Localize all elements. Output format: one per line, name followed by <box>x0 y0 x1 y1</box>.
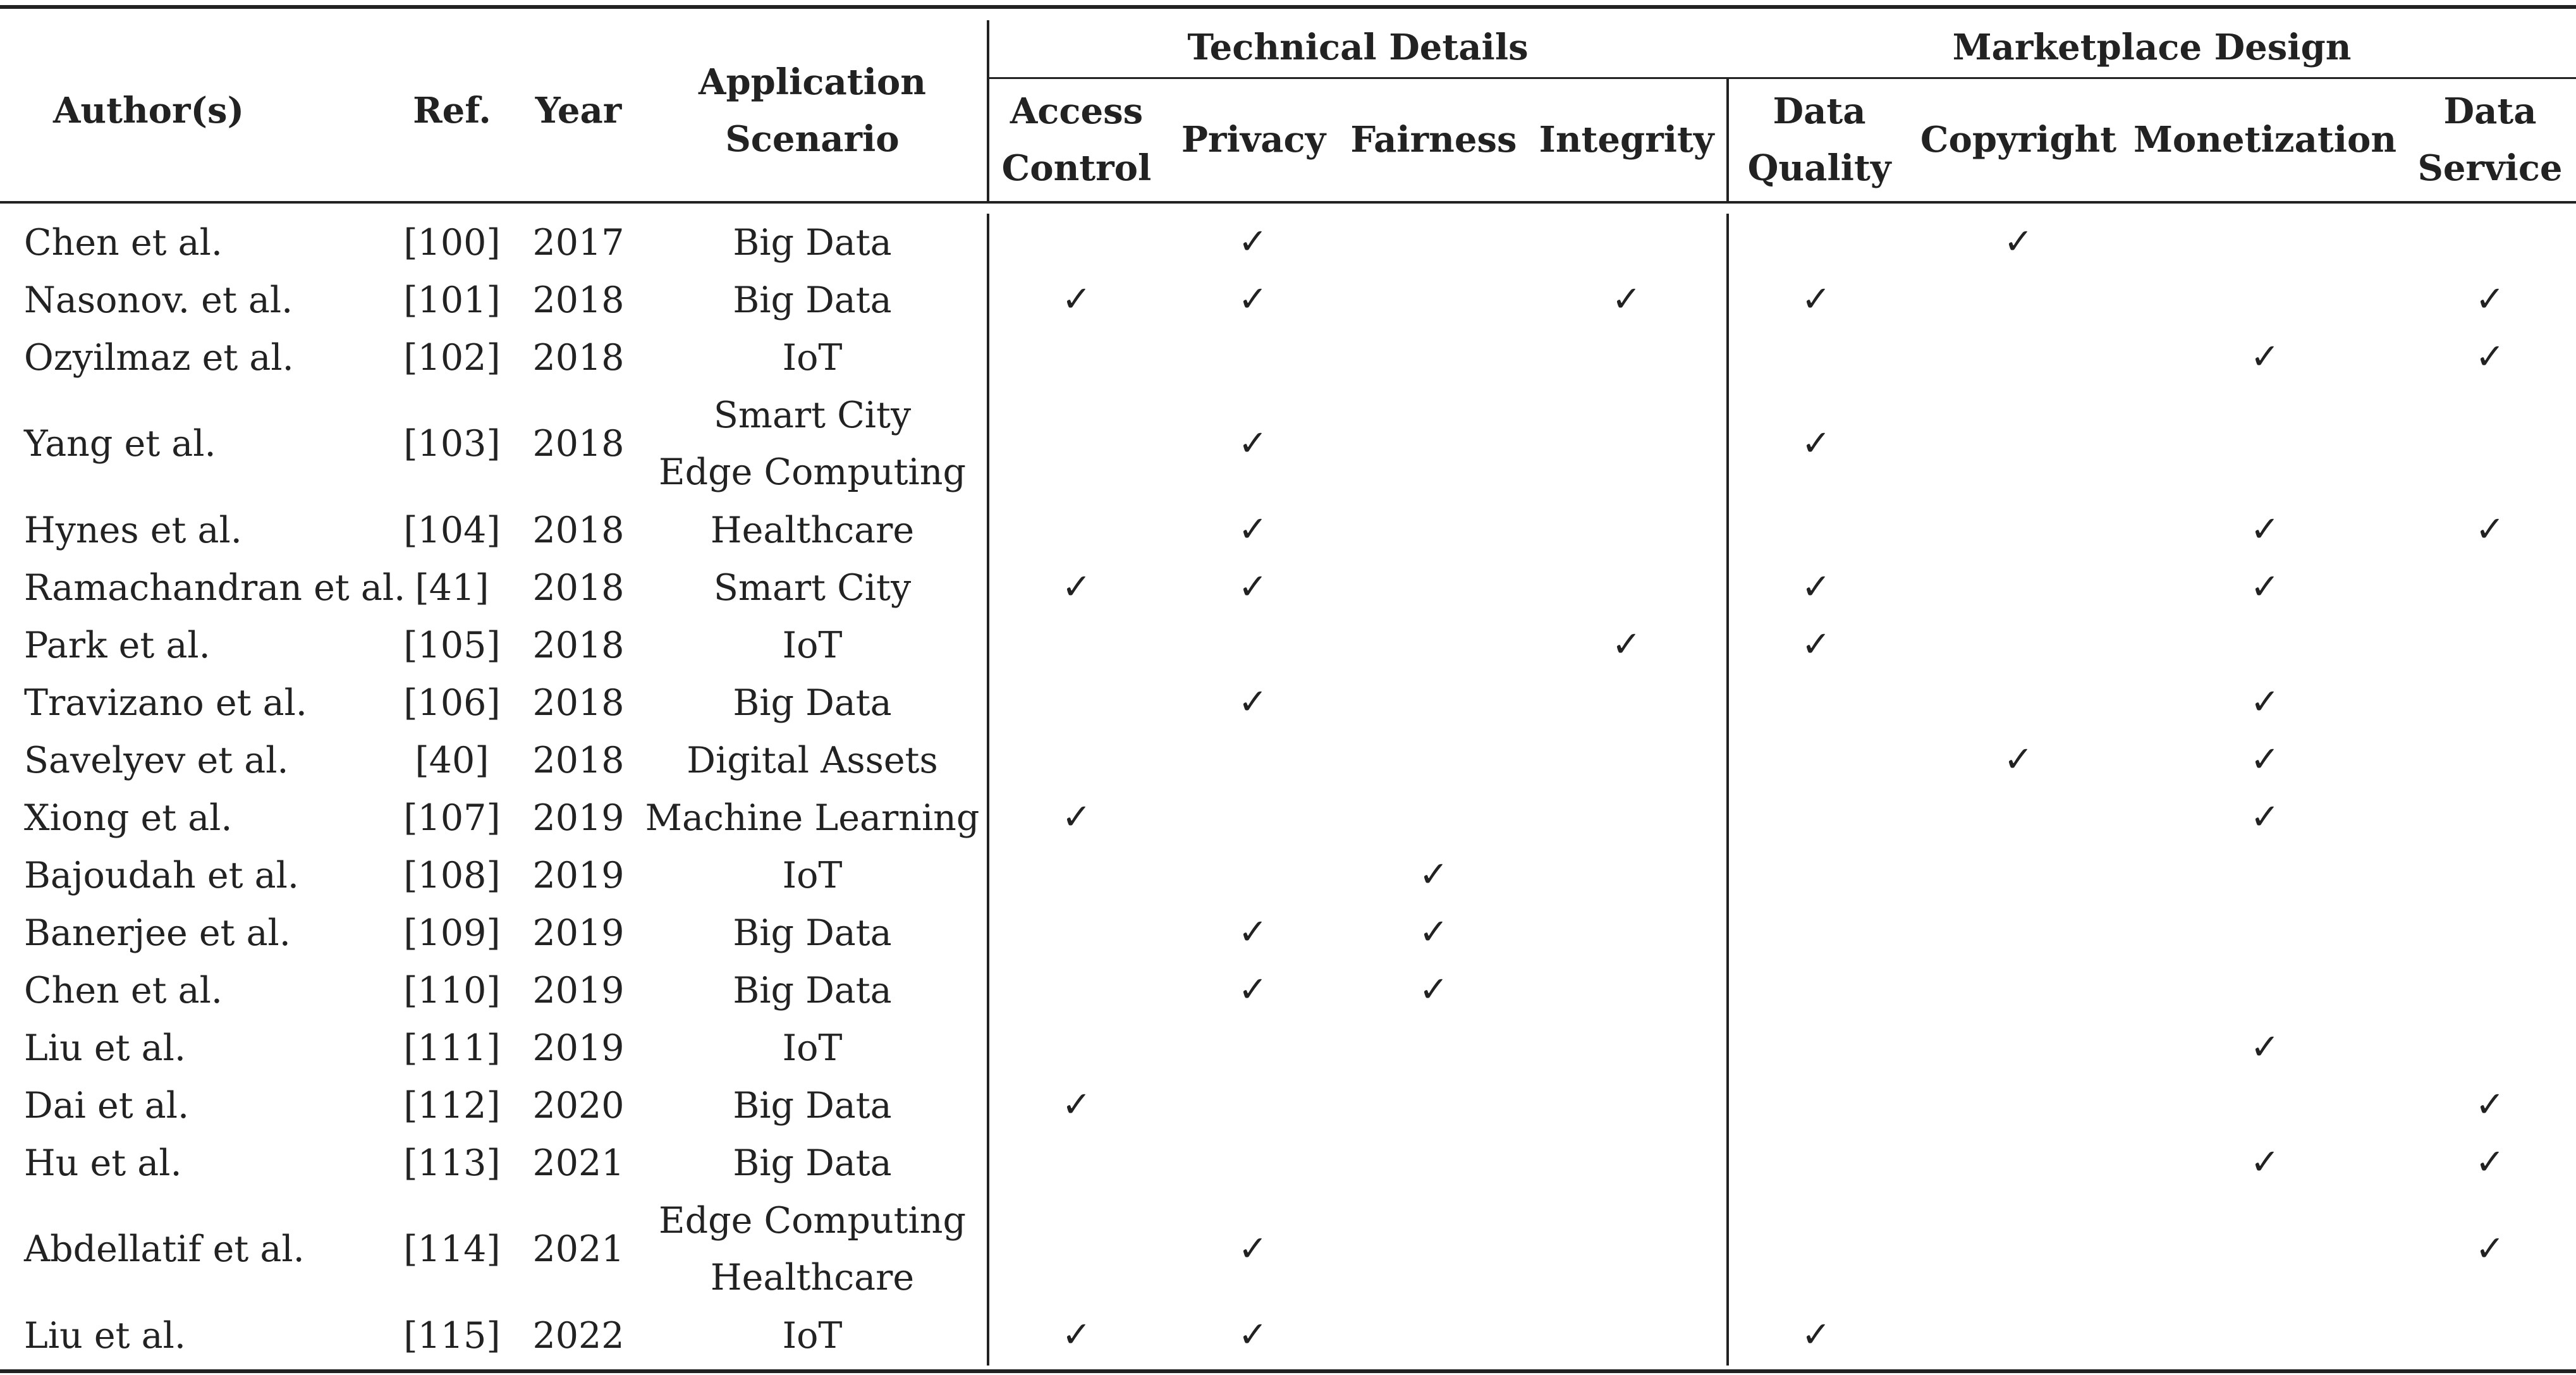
checkmark-icon: ✓ <box>1419 912 1449 953</box>
year-cell: 2021 <box>532 1142 625 1184</box>
ref-cell: [103] <box>403 423 501 465</box>
scenario-line: IoT <box>782 854 843 896</box>
header-integrity <box>1525 78 1728 201</box>
ref-cell: [102] <box>403 336 501 379</box>
header-data-quality-line-1: Data <box>1773 90 1866 132</box>
ref-cell: [105] <box>403 624 501 666</box>
ref-cell: [114] <box>403 1228 501 1270</box>
checkmark-icon: ✓ <box>1611 279 1642 320</box>
scenario-line: Smart City <box>713 566 912 609</box>
year-cell: 2018 <box>532 336 625 379</box>
scenario-line: Big Data <box>733 1084 892 1127</box>
checkmark-icon: ✓ <box>2475 279 2505 320</box>
scenario-line: Smart City <box>713 394 912 436</box>
author-cell: Chen et al. <box>24 221 223 264</box>
scenario-cell <box>657 962 967 1019</box>
header-privacy <box>1165 78 1342 201</box>
checkmark-icon: ✓ <box>1238 1314 1268 1355</box>
year-cell: 2017 <box>532 221 625 264</box>
ref-cell: [107] <box>403 797 501 839</box>
checkmark-icon: ✓ <box>2475 1084 2505 1125</box>
column-divider-marketplace-body <box>1726 214 1729 1366</box>
scenario-line: IoT <box>782 1314 843 1357</box>
scenario-line: IoT <box>782 1027 843 1069</box>
author-cell: Ramachandran et al. <box>24 566 406 609</box>
author-cell: Abdellatif et al. <box>24 1228 305 1270</box>
header-monetization-label: Monetization <box>2133 119 2397 161</box>
checkmark-icon: ✓ <box>2250 566 2280 608</box>
year-cell: 2018 <box>532 509 625 551</box>
scenario-cell <box>657 386 967 501</box>
header-data-service-line-1: Data <box>2443 90 2537 132</box>
ref-cell: [115] <box>403 1314 501 1357</box>
checkmark-icon: ✓ <box>2003 221 2034 262</box>
checkmark-icon: ✓ <box>1801 624 1831 665</box>
header-copyright-label: Copyright <box>1920 119 2117 161</box>
checkmark-icon: ✓ <box>1801 566 1831 608</box>
year-cell: 2019 <box>532 854 625 896</box>
header-ref <box>411 20 493 201</box>
author-cell: Travizano et al. <box>24 681 307 724</box>
scenario-line: Big Data <box>733 279 892 321</box>
checkmark-icon: ✓ <box>2250 739 2280 780</box>
ref-cell: [104] <box>403 509 501 551</box>
author-cell: Hynes et al. <box>24 509 242 551</box>
header-monetization <box>2126 78 2404 201</box>
checkmark-icon: ✓ <box>1238 681 1268 723</box>
scenario-line: Edge Computing <box>659 451 966 493</box>
checkmark-icon: ✓ <box>1238 422 1268 464</box>
checkmark-icon: ✓ <box>1419 969 1449 1010</box>
header-ref-label: Ref. <box>413 90 491 131</box>
header-data-service <box>2404 78 2576 201</box>
checkmark-icon: ✓ <box>1419 854 1449 895</box>
checkmark-icon: ✓ <box>2250 797 2280 838</box>
author-cell: Xiong et al. <box>24 797 233 839</box>
ref-cell: [108] <box>403 854 501 896</box>
header-fairness <box>1342 78 1525 201</box>
checkmark-icon: ✓ <box>1061 279 1092 320</box>
scenario-cell <box>645 789 980 846</box>
scenario-line: Big Data <box>733 681 892 724</box>
year-cell: 2018 <box>532 624 625 666</box>
checkmark-icon: ✓ <box>1238 221 1268 262</box>
year-cell: 2019 <box>532 969 625 1011</box>
scenario-line: Healthcare <box>710 509 915 551</box>
scenario-cell <box>657 904 967 962</box>
group-header-technical: Technical Details <box>1187 27 1529 68</box>
scenario-line: Big Data <box>733 912 892 954</box>
author-cell: Nasonov. et al. <box>24 279 293 321</box>
checkmark-icon: ✓ <box>1238 566 1268 608</box>
scenario-line: Big Data <box>733 969 892 1011</box>
header-access-control-line-1: Access <box>1010 90 1144 132</box>
scenario-cell <box>657 501 967 559</box>
ref-cell: [111] <box>403 1027 501 1069</box>
scenario-cell <box>657 1019 967 1077</box>
year-cell: 2018 <box>532 739 625 781</box>
checkmark-icon: ✓ <box>1061 1084 1092 1125</box>
checkmark-icon: ✓ <box>1061 797 1092 838</box>
author-cell: Bajoudah et al. <box>24 854 299 896</box>
checkmark-icon: ✓ <box>1238 279 1268 320</box>
year-cell: 2019 <box>532 912 625 954</box>
header-year-label: Year <box>535 90 622 131</box>
ref-cell: [113] <box>403 1142 501 1184</box>
scenario-cell <box>657 616 967 674</box>
author-cell: Dai et al. <box>24 1084 190 1127</box>
top-rule <box>0 5 2576 9</box>
ref-cell: [109] <box>403 912 501 954</box>
header-access-control <box>988 78 1165 201</box>
checkmark-icon: ✓ <box>2475 1228 2505 1269</box>
scenario-line: IoT <box>782 624 843 666</box>
scenario-line: IoT <box>782 336 843 379</box>
checkmark-icon: ✓ <box>2250 681 2280 723</box>
header-fairness-label: Fairness <box>1350 119 1517 161</box>
header-access-control-line-2: Control <box>1001 147 1152 189</box>
checkmark-icon: ✓ <box>1238 1228 1268 1269</box>
header-scenario <box>657 20 967 201</box>
scenario-line: Machine Learning <box>645 797 980 839</box>
author-cell: Park et al. <box>24 624 211 666</box>
checkmark-icon: ✓ <box>1801 1314 1831 1355</box>
checkmark-icon: ✓ <box>1061 1314 1092 1355</box>
bottom-rule <box>0 1369 2576 1373</box>
ref-cell: [100] <box>403 221 501 264</box>
checkmark-icon: ✓ <box>2250 1142 2280 1183</box>
author-cell: Banerjee et al. <box>24 912 291 954</box>
year-cell: 2018 <box>532 279 625 321</box>
ref-cell: [40] <box>415 739 489 781</box>
scenario-line: Digital Assets <box>687 739 938 781</box>
header-author-label: Author(s) <box>52 90 245 131</box>
checkmark-icon: ✓ <box>1238 912 1268 953</box>
year-cell: 2018 <box>532 423 625 465</box>
group-header-marketplace: Marketplace Design <box>1952 27 2352 68</box>
scenario-cell <box>657 846 967 904</box>
year-cell: 2021 <box>532 1228 625 1270</box>
ref-cell: [106] <box>403 681 501 724</box>
author-cell: Hu et al. <box>24 1142 182 1184</box>
scenario-cell <box>657 329 967 386</box>
year-cell: 2018 <box>532 681 625 724</box>
checkmark-icon: ✓ <box>2003 739 2034 780</box>
header-copyright <box>1911 78 2126 201</box>
checkmark-icon: ✓ <box>2475 509 2505 550</box>
year-cell: 2022 <box>532 1314 625 1357</box>
header-scenario-line-2: Scenario <box>725 118 900 160</box>
scenario-cell <box>657 1307 967 1364</box>
header-data-quality <box>1728 78 1911 201</box>
header-integrity-label: Integrity <box>1539 119 1714 161</box>
checkmark-icon: ✓ <box>1238 509 1268 550</box>
checkmark-icon: ✓ <box>1801 422 1831 464</box>
checkmark-icon: ✓ <box>2250 1027 2280 1068</box>
scenario-cell <box>657 731 967 789</box>
checkmark-icon: ✓ <box>2250 509 2280 550</box>
year-cell: 2018 <box>532 566 625 609</box>
checkmark-icon: ✓ <box>2475 1142 2505 1183</box>
year-cell: 2019 <box>532 797 625 839</box>
ref-cell: [110] <box>403 969 501 1011</box>
checkmark-icon: ✓ <box>1801 279 1831 320</box>
scenario-line: Big Data <box>733 221 892 264</box>
checkmark-icon: ✓ <box>2475 336 2505 377</box>
checkmark-icon: ✓ <box>1611 624 1642 665</box>
author-cell: Savelyev et al. <box>24 739 289 781</box>
checkmark-icon: ✓ <box>2250 336 2280 377</box>
scenario-cell <box>657 214 967 271</box>
scenario-cell <box>657 271 967 329</box>
ref-cell: [41] <box>415 566 489 609</box>
checkmark-icon: ✓ <box>1238 969 1268 1010</box>
header-year <box>518 20 638 201</box>
author-cell: Chen et al. <box>24 969 223 1011</box>
header-scenario-line-1: Application <box>699 61 926 103</box>
year-cell: 2020 <box>532 1084 625 1127</box>
scenario-line: Healthcare <box>710 1257 915 1299</box>
column-divider-technical-body <box>987 214 989 1366</box>
year-cell: 2019 <box>532 1027 625 1069</box>
author-cell: Yang et al. <box>24 423 216 465</box>
author-cell: Liu et al. <box>24 1314 186 1357</box>
scenario-cell <box>657 1192 967 1307</box>
ref-cell: [112] <box>403 1084 501 1127</box>
header-rule <box>0 201 2576 204</box>
scenario-cell <box>657 1134 967 1192</box>
header-data-service-line-2: Service <box>2417 147 2563 189</box>
scenario-cell <box>657 559 967 616</box>
scenario-line: Big Data <box>733 1142 892 1184</box>
scenario-line: Edge Computing <box>659 1200 966 1242</box>
scenario-cell <box>657 674 967 731</box>
header-data-quality-line-2: Quality <box>1747 147 1891 189</box>
author-cell: Liu et al. <box>24 1027 186 1069</box>
header-author <box>0 20 297 201</box>
author-cell: Ozyilmaz et al. <box>24 336 294 379</box>
scenario-cell <box>657 1077 967 1134</box>
checkmark-icon: ✓ <box>1061 566 1092 608</box>
ref-cell: [101] <box>403 279 501 321</box>
header-privacy-label: Privacy <box>1181 119 1326 161</box>
